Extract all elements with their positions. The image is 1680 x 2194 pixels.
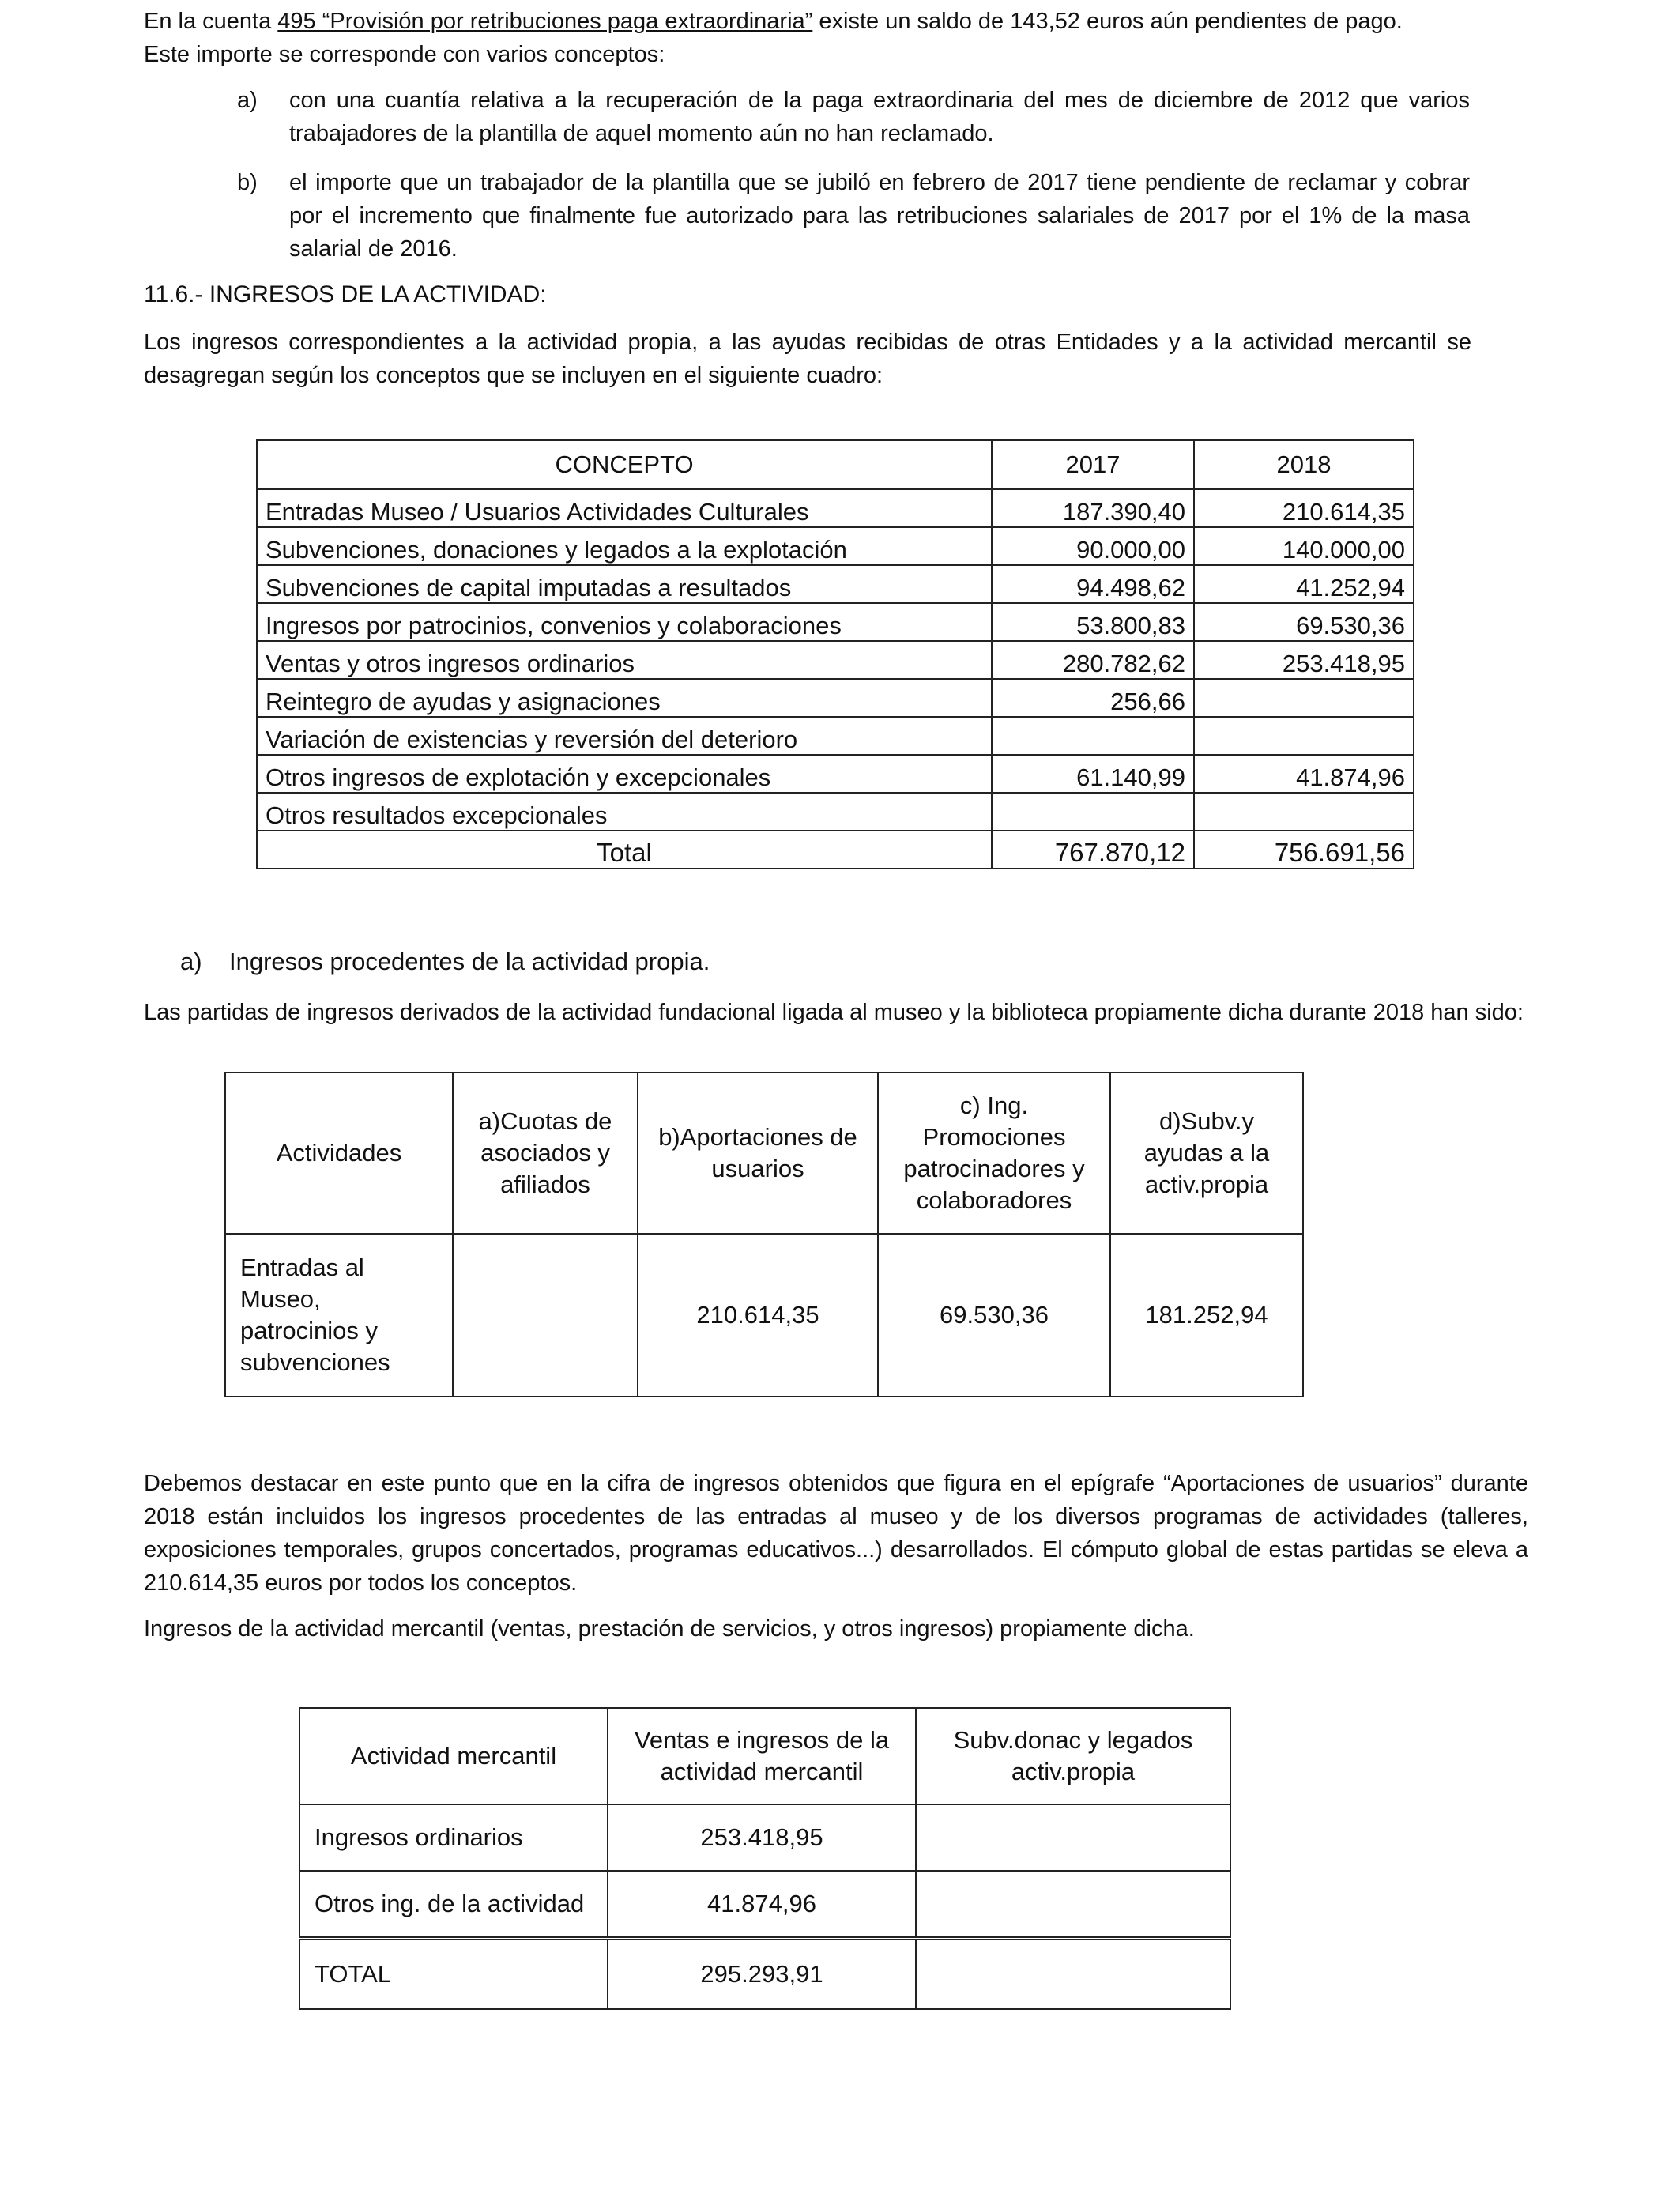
row-concept: Otros ingresos de explotación y excepcionales [257,755,992,793]
section-title: 11.6.- INGRESOS DE LA ACTIVIDAD: [144,281,547,307]
row-2017 [992,717,1194,755]
row-2017 [992,793,1194,831]
table-row [299,1804,1230,1871]
subsection-a-title: Ingresos procedentes de la actividad propia. [229,948,710,975]
table-row [225,1234,1303,1397]
intro-line-1 [144,5,1550,38]
row-2017: 280.782,62 [992,641,1194,679]
row-concept: Subvenciones, donaciones y legados a la explotación [257,527,992,565]
commercial-activity-table [299,1707,1231,2010]
total-value: 295.293,91 [608,1939,916,2010]
header-2017: 2017 [992,440,1194,489]
row-concept: Ingresos por patrocinios, convenios y colaboraciones [257,603,992,641]
table-row [257,641,1414,679]
header-actividades: Actividades [225,1072,453,1234]
subsection-a-heading [180,945,1128,978]
row-2018 [1194,679,1414,717]
row-2017: 61.140,99 [992,755,1194,793]
concept-text-a: con una cuantía relativa a la recuperación de la paga extraordinaria del mes de diciembre de 2012 que varios trabajadores de la plantilla de aquel momento aún no han reclamado. [289,88,1470,146]
concept-item-b [237,166,1470,270]
row-concept: Reintegro de ayudas y asignaciones [257,679,992,717]
row-value: 41.874,96 [608,1871,916,1939]
header-promociones: c) Ing. Promociones patrocinadores y colaboradores [878,1072,1110,1234]
row-2018: 41.252,94 [1194,565,1414,603]
table-row [257,565,1414,603]
table-total-row [257,831,1414,869]
table-row [299,1871,1230,1939]
row-subvenciones: 181.252,94 [1110,1234,1303,1397]
row-label: Ingresos ordinarios [299,1804,608,1871]
header-actividad-mercantil: Actividad mercantil [299,1708,608,1804]
row-concept: Entradas Museo / Usuarios Actividades Culturales [257,489,992,527]
table-row [257,793,1414,831]
row-aportaciones: 210.614,35 [638,1234,878,1397]
concept-item-a [237,84,1470,155]
row-2018: 253.418,95 [1194,641,1414,679]
table-row [257,717,1414,755]
intro-post: existe un saldo de 143,52 euros aún pendientes de pago. [812,9,1403,34]
concept-marker-a: a) [237,88,258,113]
header-cuotas: a)Cuotas de asociados y afiliados [453,1072,638,1234]
intro-pre: En la cuenta [144,9,278,34]
header-concepto: CONCEPTO [257,440,992,489]
row-concept: Subvenciones de capital imputadas a resultados [257,565,992,603]
header-2018: 2018 [1194,440,1414,489]
row-2017: 94.498,62 [992,565,1194,603]
header-aportaciones: b)Aportaciones de usuarios [638,1072,878,1234]
row-subv [916,1804,1230,1871]
account-495-link[interactable]: 495 “Provisión por retribuciones paga extraordinaria” [277,9,813,34]
income-table-header [257,440,1414,489]
section-intro: Los ingresos correspondientes a la actividad propia, a las ayudas recibidas de otras Entidades y a la actividad mercantil se desagregan según los conceptos que se incluyen en el siguiente cuadro: [144,330,1471,388]
total-label: TOTAL [299,1939,608,2010]
row-activity: Entradas al Museo, patrocinios y subvenciones [225,1234,453,1397]
row-2018: 140.000,00 [1194,527,1414,565]
total-label: Total [257,831,992,869]
row-promociones: 69.530,36 [878,1234,1110,1397]
total-subv [916,1939,1230,2010]
row-2017: 187.390,40 [992,489,1194,527]
income-table [256,439,1414,869]
row-concept: Ventas y otros ingresos ordinarios [257,641,992,679]
row-subv [916,1871,1230,1939]
table-row [257,603,1414,641]
row-concept: Variación de existencias y reversión del deterioro [257,717,992,755]
concept-marker-b: b) [237,170,258,195]
concept-text-b: el importe que un trabajador de la plantilla que se jubiló en febrero de 2017 tiene pendiente de reclamar y cobrar por el incremento que finalmente fue autorizado para las retribuciones salariales de 2017 por el 1% de la masa salarial de 2016. [289,170,1470,262]
header-ventas: Ventas e ingresos de la actividad mercantil [608,1708,916,1804]
row-cuotas [453,1234,638,1397]
header-subv-donac: Subv.donac y legados activ.propia [916,1708,1230,1804]
row-2017: 90.000,00 [992,527,1194,565]
row-concept: Otros resultados excepcionales [257,793,992,831]
table-row [257,679,1414,717]
header-subvenciones: d)Subv.y ayudas a la activ.propia [1110,1072,1303,1234]
own-activity-table [224,1072,1304,1397]
subsection-a-text: Las partidas de ingresos derivados de la actividad fundacional ligada al museo y la biblioteca propiamente dicha durante 2018 han sido: [144,1000,1524,1025]
row-2018 [1194,793,1414,831]
row-2018: 41.874,96 [1194,755,1414,793]
row-2018 [1194,717,1414,755]
row-label: Otros ing. de la actividad [299,1871,608,1939]
row-2017: 53.800,83 [992,603,1194,641]
row-2018: 210.614,35 [1194,489,1414,527]
table-row [257,527,1414,565]
row-2018: 69.530,36 [1194,603,1414,641]
table-total-row [299,1939,1230,2010]
row-2017: 256,66 [992,679,1194,717]
row-value: 253.418,95 [608,1804,916,1871]
total-2017: 767.870,12 [992,831,1194,869]
commercial-header [299,1708,1230,1804]
paragraph-destacar: Debemos destacar en este punto que en la cifra de ingresos obtenidos que figura en el epígrafe “Aportaciones de usuarios” durante 2018 están incluidos los ingresos procedentes de las entradas al museo y de los diversos programas de actividades (talleres, exposiciones temporales, grupos concertados, programas educativos...) desarrollados. El cómputo global de estas partidas se eleva a 210.614,35 euros por todos los conceptos. [144,1471,1528,1596]
intro-line-2: Este importe se corresponde con varios conceptos: [144,42,665,67]
paragraph-mercantil: Ingresos de la actividad mercantil (ventas, prestación de servicios, y otros ingresos) propiamente dicha. [144,1616,1195,1642]
table-row [257,489,1414,527]
subsection-a-marker: a) [180,948,202,975]
table-row [257,755,1414,793]
own-activity-header [225,1072,1303,1234]
total-2018: 756.691,56 [1194,831,1414,869]
